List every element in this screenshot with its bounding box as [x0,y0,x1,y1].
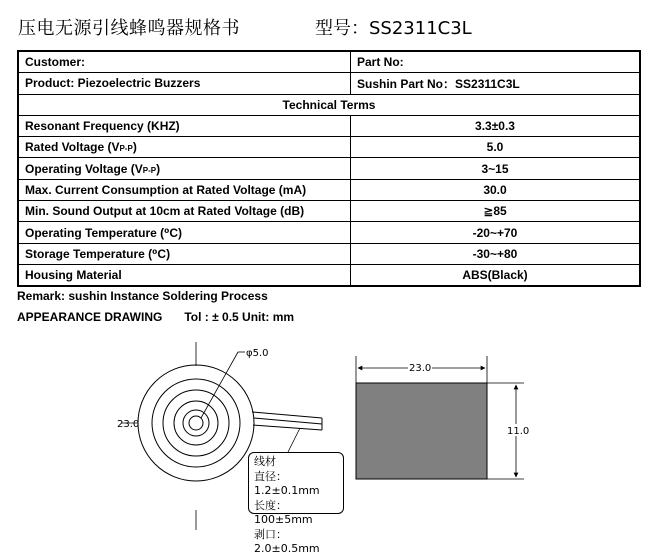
table-row [18,222,640,243]
row-value: 3~15 [351,158,641,179]
wire-spec-length: 长度：100±5mm [254,498,313,526]
table-row [18,137,640,158]
table-row [18,243,640,264]
width-dim-label: 23.0 [409,363,432,374]
appearance-heading [17,310,294,324]
row-label-sub: P-P [119,144,133,154]
wire-spec-box [248,452,344,555]
buzzer-side-view [356,356,524,479]
row-label-tail: ) [156,161,161,176]
wire-spec-diameter: 直径：1.2±0.1mm [254,469,320,497]
document-title: 压电无源引线蜂鸣器规格书 [18,18,240,39]
row-label-text: Operating Voltage (V [25,161,143,176]
diameter-dim-label: 23.0 [117,419,140,430]
tolerance-text: Tol : ± 0.5 Unit: mm [184,310,295,324]
model-heading [315,14,472,40]
row-label: Min. Sound Output at 10cm at Rated Voltage (dB) [18,201,351,222]
row-label-text: Rated Voltage (V [25,140,120,155]
customer-cell: Customer: [18,51,351,73]
hole-dim-label: φ5.0 [246,348,269,359]
row-value: -20~+70 [351,222,641,243]
table-row [18,201,640,222]
outer-rim [138,365,254,481]
table-row [18,264,640,286]
table-row [18,51,640,73]
wire-spec-title: 线材 [254,455,276,468]
row-label: Storage Temperature (⁰C) [18,243,351,264]
height-dim-label: 11.0 [507,426,530,437]
row-label-sub: P-P [142,165,157,175]
product-cell: Product: Piezoelectric Buzzers [18,73,351,94]
row-label: Max. Current Consumption at Rated Voltage (mA) [18,179,351,200]
remark-text: Remark: sushin Instance Soldering Process [17,289,268,303]
row-value: 3.3±0.3 [351,115,641,136]
section-row [18,94,640,115]
spec-table [17,50,641,287]
wire-spec-strip: 剥口：2.0±0.5mm [254,527,320,555]
table-row [18,73,640,94]
row-value: ≧85 [351,201,641,222]
part-no-cell: Part No: [351,51,641,73]
model-label: 型号： [315,18,369,39]
row-label [18,137,351,158]
row-label: Housing Material [18,264,351,286]
sushin-part-cell: Sushin Part No：SS2311C3L [351,73,641,94]
model-number: SS2311C3L [369,18,472,39]
buzzer-body [356,383,487,479]
row-value: 30.0 [351,179,641,200]
row-label-tail: ) [132,140,137,155]
section-title: Technical Terms [18,94,640,115]
row-value: ABS(Black) [351,264,641,286]
table-row [18,115,640,136]
sound-hole [189,416,203,430]
table-row [18,158,640,179]
appearance-label: APPEARANCE DRAWING [17,310,163,324]
row-label: Operating Temperature (⁰C) [18,222,351,243]
row-label: Resonant Frequency (KHZ) [18,115,351,136]
row-value: 5.0 [351,137,641,158]
row-label [18,158,351,179]
row-value: -30~+80 [351,243,641,264]
table-row [18,179,640,200]
